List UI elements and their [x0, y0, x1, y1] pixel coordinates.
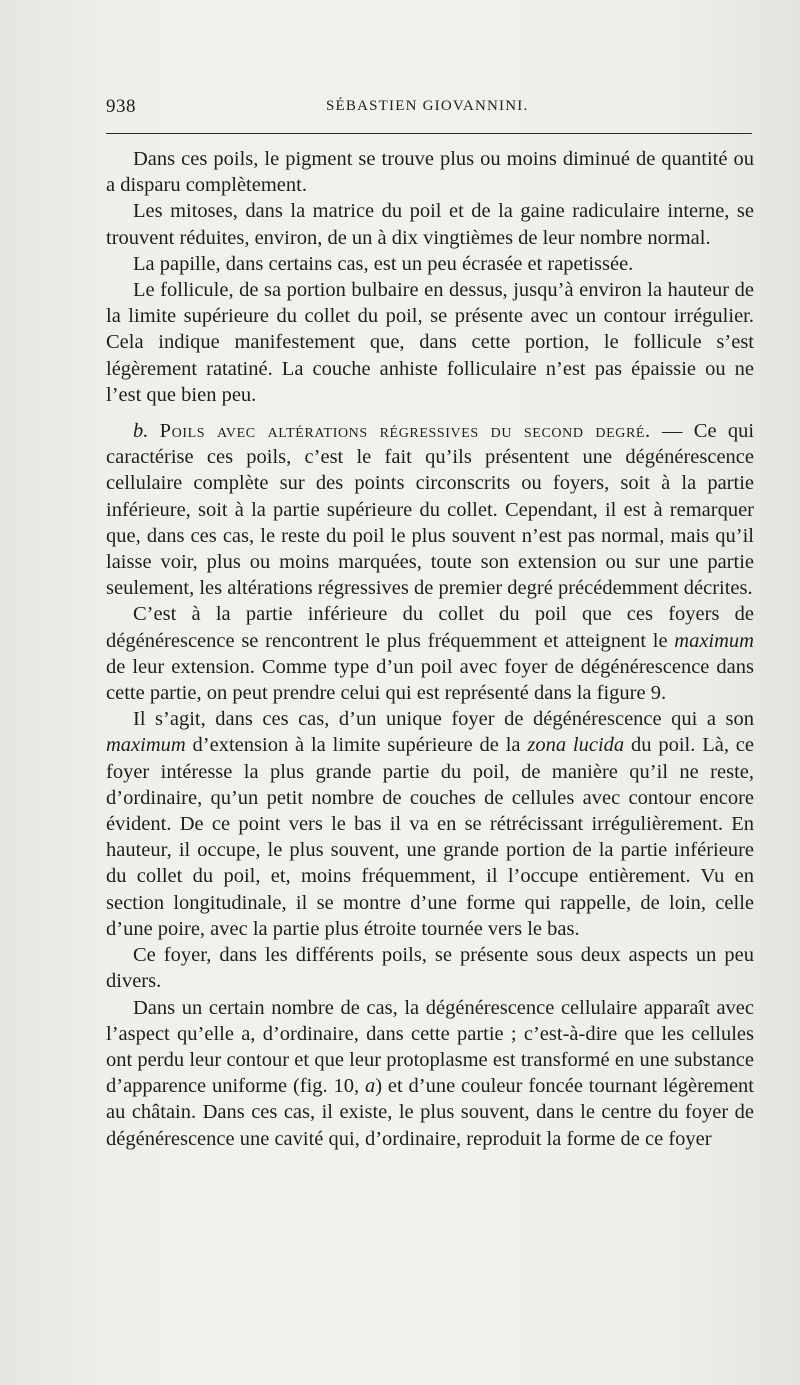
text-run: de leur extension. Comme type d’un poil avec foyer de dégénérescence dans cette partie, on peut prendre celui qui est représenté dans la figure 9.: [106, 655, 754, 705]
paragraph-deux-aspects: Ce foyer, dans les différents poils, se présente sous deux aspects un peu divers.: [106, 944, 754, 993]
italic-run: a: [364, 1075, 376, 1098]
running-head: SÉBASTIEN GIOVANNINI.: [326, 98, 529, 114]
header-rule: [106, 133, 752, 134]
text-run: du poil. Là, ce foyer intéresse la plus grande partie du poil, de manière qu’il ne reste, d’ordinaire, qu’un petit nombre de couches de cellules avec contour encore évident. De ce point vers le bas il va en se rétrécissant irrégulièrement. En hauteur, il occupe, le plus souvent, une grande portion de la partie inférieure du collet du poil, et, moins fréquemment, il l’occupe entièrement. Vu en section longitudinale, il se montre d’une forme qui rappelle, de loin, celle d’une poire, avec la partie plus étroite tournée vers le bas.: [106, 734, 754, 940]
section-heading: Poils avec altérations régressives du second degré.: [159, 420, 651, 443]
paragraph-collet: [106, 601, 754, 706]
italic-run: maximum: [674, 629, 754, 652]
section-label: b.: [133, 420, 149, 443]
paragraph-foyer-unique: [106, 706, 754, 942]
text-run: Dans un certain nombre de cas, la dégénérescence cellulaire apparaît avec l’aspect qu’elle a, d’ordinaire, dans cette partie ; c’est-à-dire que les cellules ont perdu leur contour et que leur protoplasme est transformé en une substance d’apparence uniforme (fig. 10,: [106, 996, 754, 1098]
page-header: [106, 96, 752, 126]
italic-run: maximum: [106, 734, 186, 757]
paragraph-certain-nombre: [106, 995, 754, 1152]
italic-run: zona lucida: [527, 734, 625, 757]
section-b-text: — Ce qui caractérise ces poils, c’est le fait qu’ils présentent une dégénérescence cellulaire complète sur des points circonscrits ou foyers, soit à la partie inférieure, soit à la partie supérieure du collet. Cependant, il est à remarquer que, dans ces cas, le reste du poil le plus souvent n’est pas normal, mais qu’il laisse voir, plus ou moins marquées, toute son extension ou sur une partie seulement, les altérations régressives de premier degré précédemment décrites.: [106, 420, 755, 600]
text-run: Il s’agit, dans ces cas, d’un unique foyer de dégénérescence qui a son: [133, 708, 754, 731]
body-text: [106, 146, 754, 1152]
paragraph-mitoses: Les mitoses, dans la matrice du poil et de la gaine radiculaire interne, se trouvent réduites, environ, de un à dix vingtièmes de leur nombre normal.: [106, 200, 754, 249]
page-number: 938: [106, 96, 136, 117]
paragraph-follicule: Le follicule, de sa portion bulbaire en dessus, jusqu’à environ la hauteur de la limite supérieure du collet du poil, se présente avec un contour irrégulier. Cela indique manifestement que, dans cette portion, le follicule s’est légèrement ratatiné. La couche anhiste folliculaire n’est pas épaissie ou ne l’est que bien peu.: [106, 279, 754, 406]
paragraph-section-b: [106, 418, 754, 601]
paragraph-papille: La papille, dans certains cas, est un peu écrasée et rapetissée.: [133, 252, 634, 275]
text-run: d’extension à la limite supérieure de la: [185, 734, 528, 757]
paragraph-pigment: Dans ces poils, le pigment se trouve plus ou moins diminué de quantité ou a disparu complètement.: [106, 148, 754, 197]
text-run: ) et d’une couleur foncée tournant légèrement au châtain. Dans ces cas, il existe, le plus souvent, dans le centre du foyer de dégénérescence une cavité qui, d’ordinaire, reproduit la forme de ce foyer: [106, 1075, 755, 1150]
text-run: C’est à la partie inférieure du collet du poil que ces foyers de dégénérescence se rencontrent le plus fréquemment et atteignent le: [106, 603, 754, 652]
